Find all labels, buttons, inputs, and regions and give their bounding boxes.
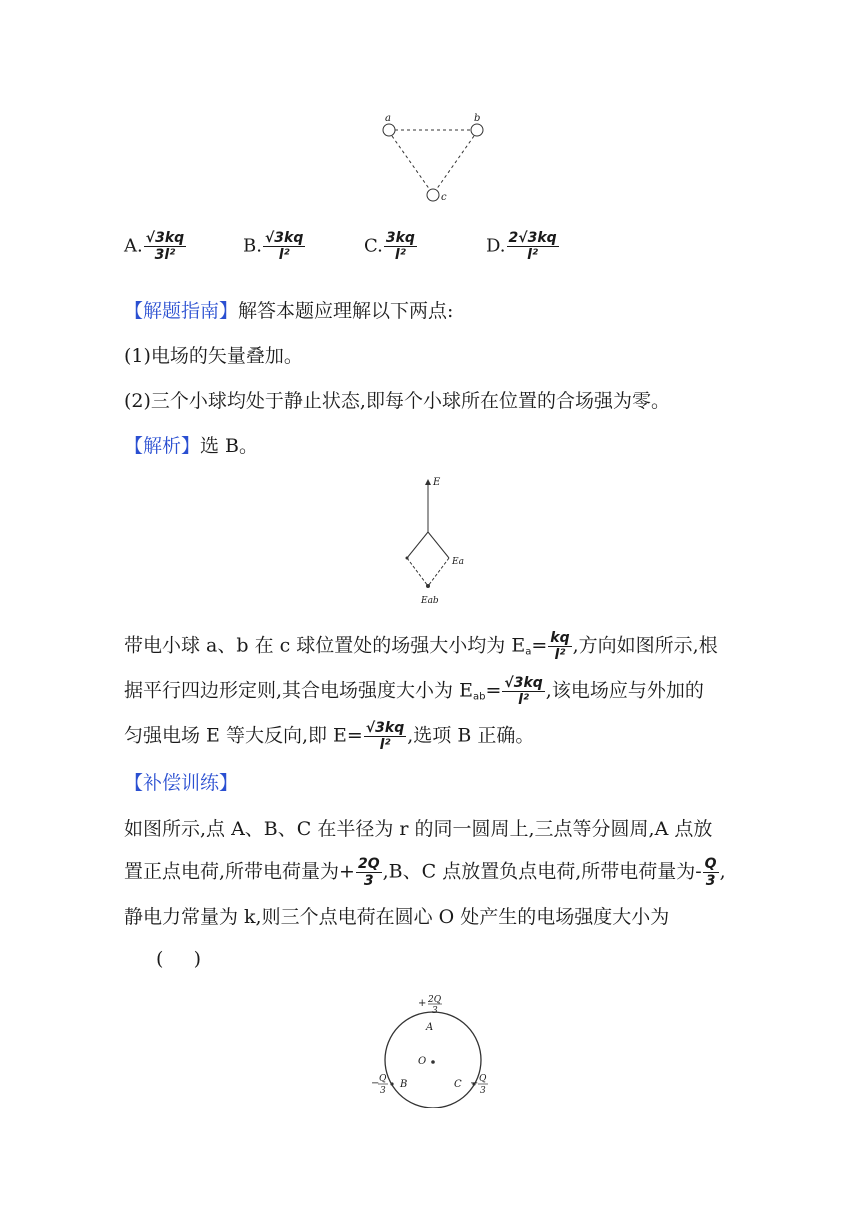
explanation-1-sub: a <box>525 646 532 658</box>
option-C-frac <box>384 230 417 263</box>
label-B: B <box>400 1079 408 1090</box>
B-charge-sign: − <box>371 1078 380 1089</box>
option-D-frac <box>507 230 559 263</box>
explanation-3-den: l² <box>379 737 391 753</box>
explanation-line-2 <box>124 675 704 708</box>
option-B-den: l² <box>278 247 290 263</box>
guide-point-1: (1)电场的矢量叠加。 <box>124 345 303 367</box>
option-C-num: 3kq <box>385 230 415 246</box>
explanation-2-den: l² <box>518 692 530 708</box>
explanation-line-3 <box>124 720 534 753</box>
analysis-text: 选 B。 <box>200 435 259 457</box>
option-D-num: 2√3kq <box>508 230 557 246</box>
B-charge-den: 3 <box>380 1086 386 1096</box>
B-charge-num: Q <box>379 1074 387 1084</box>
explanation-1-num: kq <box>550 630 570 646</box>
charge-A-den: 3 <box>363 873 374 889</box>
explanation-1-den: l² <box>554 647 566 663</box>
sphere-c <box>427 189 439 201</box>
practice-line-2 <box>124 856 726 889</box>
explanation-2-num: √3kq <box>504 675 543 691</box>
label-Ea: Ea <box>452 557 464 567</box>
guide-text: 解答本题应理解以下两点: <box>238 300 454 322</box>
option-C <box>364 230 418 263</box>
option-A-frac <box>144 230 186 263</box>
option-B-frac <box>263 230 305 263</box>
explanation-1-frac <box>548 630 571 663</box>
option-C-prefix: C. <box>364 235 383 257</box>
label-c: c <box>441 192 447 203</box>
triangle-figure <box>370 110 500 210</box>
option-A <box>124 230 187 263</box>
C-charge-num: Q <box>479 1074 487 1084</box>
C-charge-den: 3 <box>480 1086 486 1096</box>
answer-blank: ( ) <box>156 948 202 970</box>
label-Eab: Eab <box>421 596 439 606</box>
C-charge-sign: − <box>470 1078 479 1089</box>
center-O-dot <box>431 1060 435 1064</box>
guide-heading <box>124 296 453 323</box>
charge-A-frac <box>356 856 382 889</box>
sphere-a <box>383 124 395 136</box>
explanation-3b: ,选项 B 正确。 <box>407 724 535 747</box>
explanation-2-eq: = <box>485 679 502 702</box>
explanation-2a: 据平行四边形定则,其合电场强度大小为 E <box>124 679 473 702</box>
field-vector-figure <box>395 472 475 612</box>
label-b: b <box>474 113 481 124</box>
charge-A-num: 2Q <box>357 856 380 872</box>
label-O: O <box>418 1056 427 1067</box>
charge-BC-frac <box>703 856 719 889</box>
explanation-1b: ,方向如图所示,根 <box>572 634 718 657</box>
guide-tag: 【解题指南】 <box>124 300 239 322</box>
option-A-num: √3kq <box>145 230 185 246</box>
option-C-den: l² <box>394 247 406 263</box>
charge-BC-den: 3 <box>705 873 716 889</box>
practice-line-1: 如图所示,点 A、B、C 在半径为 r 的同一圆周上,三点等分圆周,A 点放 <box>124 818 713 840</box>
option-D-prefix: D. <box>486 235 506 257</box>
label-A: A <box>426 1022 434 1033</box>
option-A-den: 3l² <box>154 247 176 263</box>
practice-2c: , <box>719 860 726 883</box>
explanation-3a: 匀强电场 E 等大反向,即 E= <box>124 724 363 747</box>
sphere-b <box>471 124 483 136</box>
A-charge-den: 3 <box>432 1006 438 1016</box>
option-B-prefix: B. <box>243 235 262 257</box>
label-a: a <box>385 113 391 124</box>
guide-point-2: (2)三个小球均处于静止状态,即每个小球所在位置的合场强为零。 <box>124 390 670 412</box>
charge-BC-num: Q <box>704 856 717 872</box>
option-B-num: √3kq <box>264 230 304 246</box>
practice-tag: 【补偿训练】 <box>124 772 239 794</box>
practice-line-3: 静电力常量为 k,则三个点电荷在圆心 O 处产生的电场强度大小为 <box>124 906 670 928</box>
option-B <box>243 230 306 263</box>
practice-2b: ,B、C 点放置负点电荷,所带电荷量为- <box>382 860 702 883</box>
explanation-2-sub: ab <box>472 691 486 703</box>
analysis-tag: 【解析】 <box>124 435 201 457</box>
analysis-heading <box>124 431 258 458</box>
explanation-3-frac <box>364 720 406 753</box>
label-C: C <box>454 1079 462 1090</box>
explanation-1-eq: = <box>531 634 548 657</box>
option-D-den: l² <box>527 247 539 263</box>
explanation-line-1 <box>124 630 718 663</box>
A-charge-num: 2Q <box>428 995 442 1005</box>
A-charge-sign: + <box>418 998 427 1009</box>
explanation-2-frac <box>502 675 544 708</box>
explanation-2b: ,该电场应与外加的 <box>545 679 704 702</box>
practice-2a: 置正点电荷,所带电荷量为+ <box>124 860 355 883</box>
explanation-1a: 带电小球 a、b 在 c 球位置处的场强大小均为 E <box>124 634 526 657</box>
explanation-3-num: √3kq <box>365 720 405 736</box>
option-A-prefix: A. <box>124 235 143 257</box>
circle-charges-figure <box>362 988 502 1108</box>
option-D <box>486 230 560 263</box>
label-E: E <box>433 477 441 488</box>
